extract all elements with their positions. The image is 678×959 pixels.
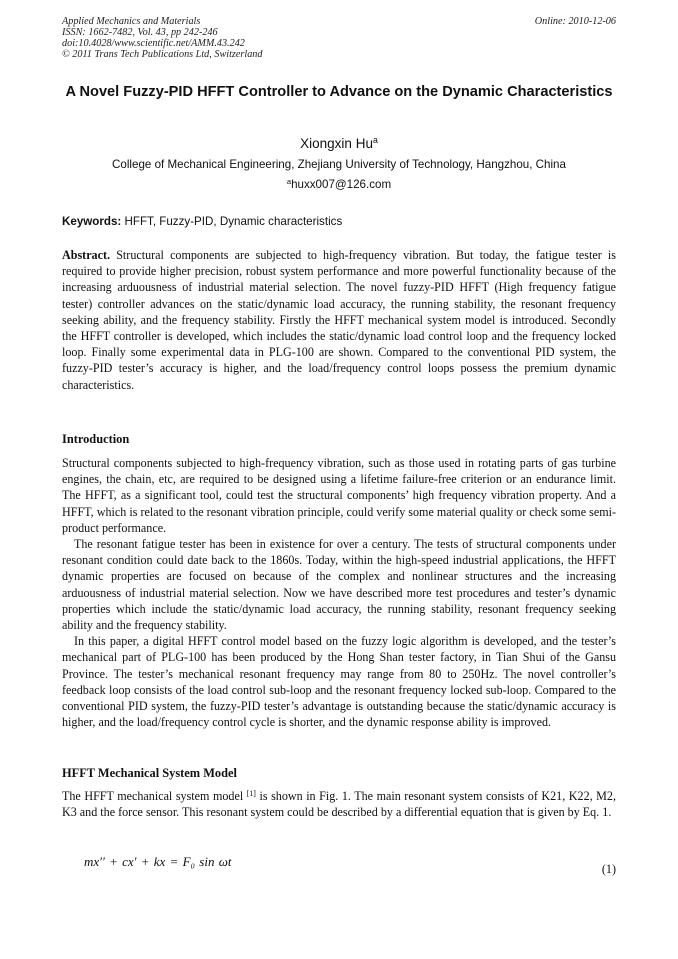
issn-line: ISSN: 1662-7482, Vol. 43, pp 242-246 bbox=[62, 27, 218, 38]
introduction-body bbox=[62, 455, 616, 730]
email-address: huxx007@126.com bbox=[291, 178, 392, 191]
keywords-text: HFFT, Fuzzy-PID, Dynamic characteristics bbox=[121, 215, 343, 228]
equation-number: (1) bbox=[601, 862, 616, 876]
hfft-model-heading: HFFT Mechanical System Model bbox=[62, 766, 237, 780]
keywords bbox=[62, 215, 616, 229]
keywords-label: Keywords: bbox=[62, 215, 122, 228]
author-line bbox=[62, 136, 616, 152]
intro-paragraph: The resonant fatigue tester has been in existence for over a century. The tests of structural components under resonant condition could date back to the 1860s. Today, within the high-speed industrial applications, the HFFT dynamic properties are focused on because of the complex and nonlinear structures and the increasing arduousness of industrial material selection. Now we have described more test procedures and tester’s dynamic properties which include the static/dynamic load accuracy, the running stability, resonant frequency seeking ability and the frequency stability. bbox=[62, 537, 616, 633]
author-name: Xiongxin Hu bbox=[300, 136, 373, 151]
hfft-model-body bbox=[62, 788, 616, 820]
introduction-heading: Introduction bbox=[62, 432, 130, 446]
journal-header bbox=[62, 16, 616, 60]
journal-name: Applied Mechanics and Materials bbox=[62, 16, 201, 27]
intro-paragraph: In this paper, a digital HFFT control model based on the fuzzy logic algorithm is developed, and the tester’s mechanical part of PLG-100 has been produced by the Hong Shan tester factory, in Tian Shui of the Gansu Province. The tester’s mechanical resonant frequency may range from 80 to 250Hz. The novel controller’s feedback loop consists of the load control sub-loop and the resonant frequency locked sub-loop. Compared to the conventional PID system, the fuzzy-PID tester’s advantage is outstanding because the static/dynamic accuracy is higher, and the load/frequency control cycle is shorter, and the dynamic response ability is improved. bbox=[62, 634, 616, 730]
hfft-text: is shown in Fig. 1. The main resonant system consists of K21, K22, M2, K3 and the force sensor. This resonant system could be described by a differential equation that is given by Eq. 1. bbox=[62, 789, 617, 820]
citation-ref: [1] bbox=[246, 788, 256, 798]
affiliation: College of Mechanical Engineering, Zhejiang University of Technology, Hangzhou, China bbox=[112, 158, 566, 171]
intro-paragraph: Structural components subjected to high-frequency vibration, such as those used in rotating parts of gas turbine engines, the chain, etc, are required to be designed using a lifetime failure-free criterion or an endurance limit. The HFFT, as a significant tool, could test the structural components’ high frequency vibration property. And a HFFT, which is related to the resonant vibration principle, could verify some material quality or check some semi-product performance. bbox=[62, 456, 616, 535]
email-line bbox=[62, 178, 616, 192]
doi-line: doi:10.4028/www.scientific.net/AMM.43.242 bbox=[62, 38, 245, 49]
hfft-text: The HFFT mechanical system model bbox=[62, 789, 247, 803]
online-date: Online: 2010-12-06 bbox=[534, 16, 616, 27]
equation-1: mx′′ + cx′ + kx = F₀ sin ωt bbox=[84, 854, 232, 869]
abstract-label: Abstract. bbox=[62, 248, 111, 262]
paper-title: A Novel Fuzzy-PID HFFT Controller to Advance on the Dynamic Characteristics bbox=[65, 84, 613, 100]
abstract bbox=[62, 247, 616, 393]
abstract-text: Structural components are subjected to high-frequency vibration. But today, the fatigue tester is required to provide higher precision, robust system performance and more powerful functionality because of the increasing arduousness of industrial material selection. The novel fuzzy-PID HFFT (High frequency fatigue tester) controller advances on the static/dynamic load accuracy, the running stability, the resonant frequency seeking ability, and the frequency stability. Firstly the HFFT mechanical system model is introduced. Secondly the HFFT controller is developed, which includes the static/dynamic load control loop and the frequency locked loop. Finally some experimental data in PLG-100 are shown. Compared to the conventional PID system, the fuzzy-PID tester’s accuracy is higher, and the load/frequency control loops possess the premium dynamic characteristics. bbox=[62, 248, 616, 392]
email-superscript: a bbox=[286, 176, 292, 186]
author-superscript: a bbox=[372, 135, 378, 146]
copyright-line: © 2011 Trans Tech Publications Ltd, Switzerland bbox=[62, 49, 263, 60]
